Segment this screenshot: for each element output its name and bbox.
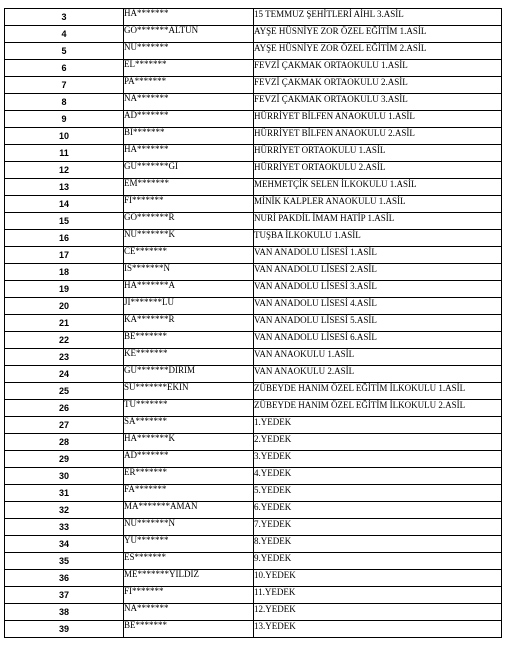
school-assignment: ZÜBEYDE HANIM ÖZEL EĞİTİM İLKOKULU 1.ASİL: [254, 383, 502, 400]
row-number: 19: [5, 281, 124, 298]
school-assignment: VAN ANADOLU LİSESİ 1.ASİL: [254, 247, 502, 264]
row-number: 25: [5, 383, 124, 400]
masked-name: KE*******: [124, 349, 254, 366]
row-number: 16: [5, 230, 124, 247]
masked-name: NA*******: [124, 604, 254, 621]
school-assignment: AYŞE HÜSNİYE ZOR ÖZEL EĞİTİM 1.ASİL: [254, 26, 502, 43]
table-row: [5, 94, 502, 111]
table-row: [5, 485, 502, 502]
row-number: 31: [5, 485, 124, 502]
table-row: [5, 60, 502, 77]
school-assignment: 15 TEMMUZ ŞEHİTLERİ AİHL 3.ASİL: [254, 9, 502, 26]
table-row: [5, 145, 502, 162]
school-assignment: VAN ANADOLU LİSESİ 6.ASİL: [254, 332, 502, 349]
row-number: 7: [5, 77, 124, 94]
table-body: [5, 9, 502, 638]
table-row: [5, 247, 502, 264]
masked-name: GÖ*******R: [124, 213, 254, 230]
masked-name: KA*******R: [124, 315, 254, 332]
masked-name: AD*******: [124, 451, 254, 468]
school-assignment: VAN ANADOLU LİSESİ 3.ASİL: [254, 281, 502, 298]
table-row: [5, 43, 502, 60]
row-number: 10: [5, 128, 124, 145]
school-assignment: HÜRRİYET BİLFEN ANAOKULU 1.ASİL: [254, 111, 502, 128]
row-number: 28: [5, 434, 124, 451]
masked-name: HA*******: [124, 9, 254, 26]
row-number: 35: [5, 553, 124, 570]
table-row: [5, 570, 502, 587]
school-assignment: VAN ANADOLU LİSESİ 4.ASİL: [254, 298, 502, 315]
table-row: [5, 383, 502, 400]
table-row: [5, 519, 502, 536]
table-row: [5, 536, 502, 553]
table-row: [5, 281, 502, 298]
masked-name: Jİ*******LU: [124, 298, 254, 315]
school-assignment: FEVZİ ÇAKMAK ORTAOKULU 2.ASİL: [254, 77, 502, 94]
table-row: [5, 417, 502, 434]
school-assignment: 9.YEDEK: [254, 553, 502, 570]
school-assignment: ZÜBEYDE HANIM ÖZEL EĞİTİM İLKOKULU 2.ASİL: [254, 400, 502, 417]
row-number: 20: [5, 298, 124, 315]
table-row: [5, 502, 502, 519]
table-row: [5, 553, 502, 570]
masked-name: GÜ*******Gİ: [124, 162, 254, 179]
row-number: 8: [5, 94, 124, 111]
school-assignment: NURİ PAKDİL İMAM HATİP 1.ASİL: [254, 213, 502, 230]
masked-name: HA*******: [124, 145, 254, 162]
table-row: [5, 213, 502, 230]
table-row: [5, 128, 502, 145]
school-assignment: VAN ANADOLU LİSESİ 2.ASİL: [254, 264, 502, 281]
school-assignment: 11.YEDEK: [254, 587, 502, 604]
table-row: [5, 349, 502, 366]
row-number: 4: [5, 26, 124, 43]
masked-name: SA*******: [124, 417, 254, 434]
table-row: [5, 179, 502, 196]
masked-name: NU*******K: [124, 230, 254, 247]
row-number: 12: [5, 162, 124, 179]
row-number: 33: [5, 519, 124, 536]
table-row: [5, 451, 502, 468]
table-row: [5, 366, 502, 383]
row-number: 37: [5, 587, 124, 604]
school-assignment: 12.YEDEK: [254, 604, 502, 621]
masked-name: SÜ*******EKİN: [124, 383, 254, 400]
school-assignment: 6.YEDEK: [254, 502, 502, 519]
row-number: 32: [5, 502, 124, 519]
school-assignment: 1.YEDEK: [254, 417, 502, 434]
masked-name: YU*******: [124, 536, 254, 553]
table-row: [5, 621, 502, 638]
row-number: 34: [5, 536, 124, 553]
row-number: 14: [5, 196, 124, 213]
school-assignment: VAN ANAOKULU 1.ASİL: [254, 349, 502, 366]
row-number: 11: [5, 145, 124, 162]
row-number: 39: [5, 621, 124, 638]
school-assignment: FEVZİ ÇAKMAK ORTAOKULU 1.ASİL: [254, 60, 502, 77]
results-table: [4, 8, 502, 638]
masked-name: NU*******: [124, 43, 254, 60]
table-row: [5, 604, 502, 621]
masked-name: TU*******: [124, 400, 254, 417]
masked-name: PA*******: [124, 77, 254, 94]
row-number: 36: [5, 570, 124, 587]
masked-name: BE*******: [124, 621, 254, 638]
table-row: [5, 111, 502, 128]
school-assignment: HÜRRİYET ORTAOKULU 1.ASİL: [254, 145, 502, 162]
row-number: 9: [5, 111, 124, 128]
row-number: 29: [5, 451, 124, 468]
table-row: [5, 196, 502, 213]
school-assignment: HÜRRİYET BİLFEN ANAOKULU 2.ASİL: [254, 128, 502, 145]
masked-name: EM*******: [124, 179, 254, 196]
masked-name: FA*******: [124, 485, 254, 502]
school-assignment: HÜRRİYET ORTAOKULU 2.ASİL: [254, 162, 502, 179]
masked-name: Bİ*******: [124, 128, 254, 145]
masked-name: BE*******: [124, 332, 254, 349]
school-assignment: 8.YEDEK: [254, 536, 502, 553]
table-row: [5, 298, 502, 315]
school-assignment: VAN ANADOLU LİSESİ 5.ASİL: [254, 315, 502, 332]
table-row: [5, 26, 502, 43]
school-assignment: VAN ANAOKULU 2.ASİL: [254, 366, 502, 383]
table-row: [5, 230, 502, 247]
row-number: 18: [5, 264, 124, 281]
school-assignment: 5.YEDEK: [254, 485, 502, 502]
school-assignment: 3.YEDEK: [254, 451, 502, 468]
school-assignment: 10.YEDEK: [254, 570, 502, 587]
row-number: 26: [5, 400, 124, 417]
masked-name: Fİ*******: [124, 587, 254, 604]
row-number: 30: [5, 468, 124, 485]
table-row: [5, 468, 502, 485]
row-number: 21: [5, 315, 124, 332]
masked-name: MA*******AMAN: [124, 502, 254, 519]
table-row: [5, 332, 502, 349]
table-row: [5, 264, 502, 281]
masked-name: ME*******YILDIZ: [124, 570, 254, 587]
masked-name: GÜ*******DIRIM: [124, 366, 254, 383]
school-assignment: 2.YEDEK: [254, 434, 502, 451]
school-assignment: 4.YEDEK: [254, 468, 502, 485]
masked-name: NA*******: [124, 94, 254, 111]
row-number: 23: [5, 349, 124, 366]
row-number: 13: [5, 179, 124, 196]
table-row: [5, 434, 502, 451]
row-number: 27: [5, 417, 124, 434]
row-number: 6: [5, 60, 124, 77]
school-assignment: TUŞBA İLKOKULU 1.ASİL: [254, 230, 502, 247]
table-row: [5, 9, 502, 26]
school-assignment: 7.YEDEK: [254, 519, 502, 536]
table-row: [5, 315, 502, 332]
row-number: 5: [5, 43, 124, 60]
school-assignment: FEVZİ ÇAKMAK ORTAOKULU 3.ASİL: [254, 94, 502, 111]
row-number: 22: [5, 332, 124, 349]
masked-name: ES*******: [124, 553, 254, 570]
row-number: 24: [5, 366, 124, 383]
masked-name: CE*******: [124, 247, 254, 264]
table-row: [5, 77, 502, 94]
masked-name: AD*******: [124, 111, 254, 128]
masked-name: EL*******: [124, 60, 254, 77]
school-assignment: 13.YEDEK: [254, 621, 502, 638]
school-assignment: AYŞE HÜSNİYE ZOR ÖZEL EĞİTİM 2.ASİL: [254, 43, 502, 60]
table-row: [5, 587, 502, 604]
masked-name: HA*******A: [124, 281, 254, 298]
table-row: [5, 400, 502, 417]
row-number: 15: [5, 213, 124, 230]
masked-name: HA*******K: [124, 434, 254, 451]
row-number: 38: [5, 604, 124, 621]
row-number: 3: [5, 9, 124, 26]
masked-name: ER*******: [124, 468, 254, 485]
school-assignment: MEHMETÇİK SELEN İLKOKULU 1.ASİL: [254, 179, 502, 196]
school-assignment: MİNİK KALPLER ANAOKULU 1.ASİL: [254, 196, 502, 213]
masked-name: GÖ*******ALTUN: [124, 26, 254, 43]
masked-name: NU*******N: [124, 519, 254, 536]
table-row: [5, 162, 502, 179]
masked-name: İS*******N: [124, 264, 254, 281]
masked-name: Fİ*******: [124, 196, 254, 213]
row-number: 17: [5, 247, 124, 264]
